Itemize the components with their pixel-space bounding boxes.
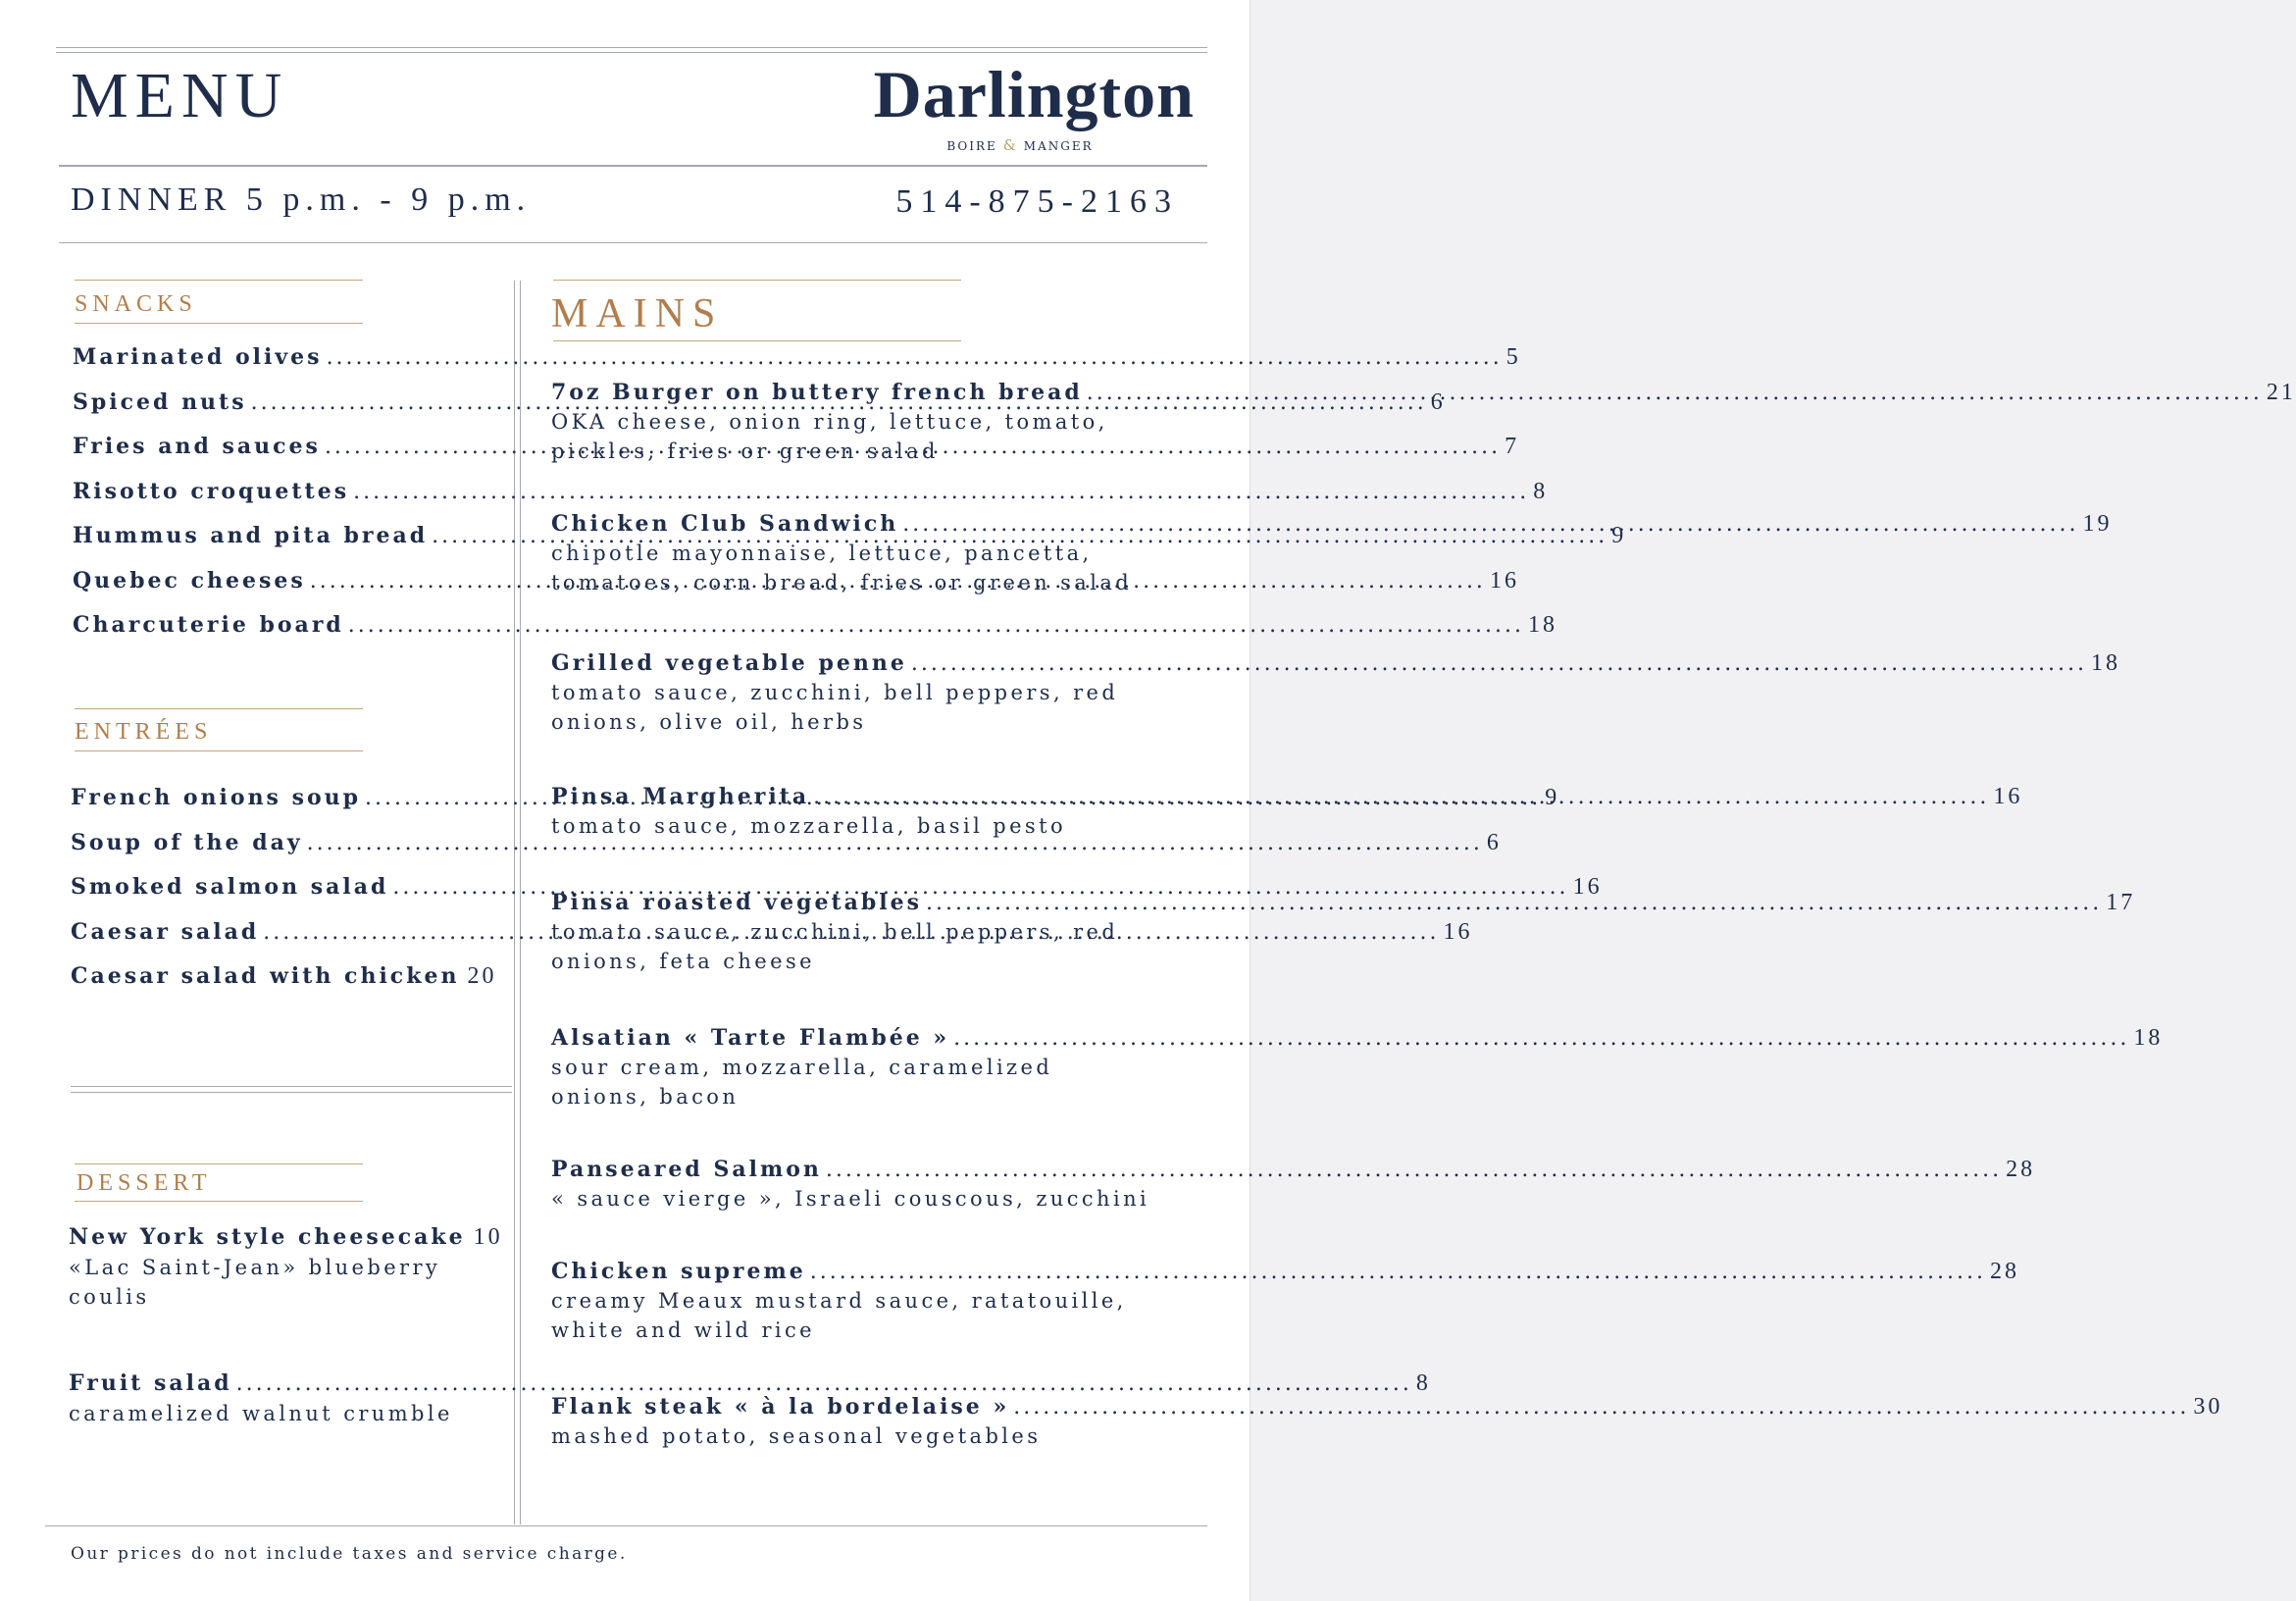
item-price: 18: [2133, 1025, 2164, 1051]
dessert-title: DESSERT: [77, 1170, 212, 1196]
item-name: Chicken Club Sandwich: [551, 511, 899, 537]
item-name: New York style cheesecake: [69, 1224, 466, 1250]
leader-dots: [902, 511, 2078, 539]
item-description: OKA cheese, onion ring, lettuce, tomato,: [551, 410, 1108, 434]
menu-title: MENU: [71, 60, 289, 131]
menu-item: [73, 478, 1549, 506]
item-description: white and wild rice: [551, 1318, 815, 1342]
item-price: 10: [473, 1224, 503, 1250]
item-name: Caesar salad: [71, 919, 260, 945]
item-price: 9: [1545, 785, 1560, 810]
item-description: onions, feta cheese: [551, 950, 815, 973]
menu-item: [71, 873, 1603, 902]
menu-item: [551, 1024, 2164, 1053]
item-name: Fries and sauces: [73, 434, 321, 459]
item-price: 28: [1989, 1259, 2019, 1284]
snacks-rule-bottom: [75, 323, 363, 324]
item-price: 18: [1527, 612, 1557, 638]
item-name: Risotto croquettes: [73, 479, 350, 504]
menu-item: [551, 1258, 2019, 1286]
leader-dots: [810, 1259, 1986, 1286]
item-price: 16: [1572, 874, 1603, 900]
dessert-rule-top: [75, 1163, 363, 1164]
item-price: 7: [1505, 434, 1520, 459]
item-description: chipotle mayonnaise, lettuce, pancetta,: [551, 542, 1093, 565]
snacks-rule-top: [75, 280, 363, 281]
menu-item: [73, 611, 1557, 640]
leader-dots: [926, 890, 2102, 917]
item-price: 6: [1430, 389, 1446, 415]
item-description: pickles, fries or green salad: [551, 439, 939, 463]
top-double-rule-second: [56, 52, 1207, 53]
menu-item: [69, 1369, 1431, 1398]
item-name: Charcuterie board: [73, 612, 344, 638]
item-price: 16: [1993, 784, 2023, 809]
item-price: 20: [467, 963, 497, 989]
mains-rule-bottom: [553, 340, 961, 341]
entrees-title: ENTRÉES: [75, 719, 213, 745]
brand-tagline-ampersand: &: [1002, 136, 1018, 154]
brand-tagline-left: BOIRE: [946, 139, 997, 153]
item-name: Quebec cheeses: [73, 568, 306, 594]
snacks-title: SNACKS: [75, 291, 197, 317]
item-name: Flank steak « à la bordelaise »: [551, 1394, 1010, 1420]
left-column-double-rule-second: [71, 1092, 512, 1093]
menu-item: [551, 1156, 2036, 1184]
leader-dots: [348, 612, 1524, 640]
footer-divider: [45, 1525, 1207, 1526]
item-description: caramelized walnut crumble: [69, 1402, 453, 1425]
item-price: 16: [1443, 919, 1473, 945]
item-price: 21: [2266, 380, 2296, 405]
item-description: onions, bacon: [551, 1085, 740, 1109]
menu-item: [551, 379, 2296, 407]
column-divider-right: [520, 281, 521, 1524]
leader-dots: [826, 1157, 2002, 1184]
item-name: Caesar salad with chicken: [71, 963, 460, 989]
item-name: 7oz Burger on buttery french bread: [551, 380, 1083, 405]
leader-dots: [911, 650, 2087, 678]
menu-item: [73, 343, 1521, 372]
brand-name: Darlington: [873, 57, 1195, 131]
item-name: Spiced nuts: [73, 389, 247, 415]
footer-note: Our prices do not include taxes and service charge.: [71, 1544, 628, 1564]
item-price: 16: [1489, 568, 1519, 594]
item-description: « sauce vierge », Israeli couscous, zucchini: [551, 1187, 1150, 1211]
item-description: coulis: [69, 1285, 150, 1309]
item-description: «Lac Saint-Jean» blueberry: [69, 1256, 441, 1279]
item-description: tomatoes, corn bread, fries or green salad: [551, 571, 1133, 594]
item-name: Hummus and pita bread: [73, 523, 429, 548]
menu-item: [71, 829, 1502, 857]
item-name: Grilled vegetable penne: [551, 650, 907, 676]
dessert-rule-bottom: [75, 1201, 363, 1202]
item-name: Chicken supreme: [551, 1259, 806, 1284]
item-price: 18: [2091, 650, 2121, 676]
menu-item: [551, 1393, 2223, 1421]
mains-rule-top: [553, 280, 961, 281]
item-description: onions, olive oil, herbs: [551, 710, 867, 734]
item-price: 28: [2006, 1157, 2036, 1182]
item-price: 17: [2106, 890, 2136, 915]
item-name: Marinated olives: [73, 344, 323, 370]
menu-item: [551, 510, 2113, 539]
entrees-rule-bottom: [75, 750, 363, 751]
dinner-hours: DINNER 5 p.m. - 9 p.m.: [71, 181, 532, 218]
menu-item: [69, 1223, 503, 1252]
entrees-rule-top: [75, 708, 363, 709]
subheader-divider: [59, 242, 1207, 243]
item-name: Pinsa Margherita: [551, 784, 810, 809]
menu-item: [551, 889, 2136, 917]
brand-tagline: [946, 136, 1094, 154]
item-name: Soup of the day: [71, 830, 303, 855]
menu-item: [551, 783, 2023, 811]
leader-dots: [953, 1025, 2129, 1053]
left-column-double-rule: [71, 1086, 512, 1087]
item-price: 9: [1611, 523, 1627, 548]
item-name: Alsatian « Tarte Flambée »: [551, 1025, 950, 1051]
header-divider: [59, 165, 1207, 167]
item-price: 8: [1533, 479, 1549, 504]
menu-item: [551, 649, 2121, 678]
leader-dots: [353, 479, 1529, 506]
item-price: 5: [1505, 344, 1521, 370]
phone-number: 514-875-2163: [895, 183, 1179, 220]
item-name: Panseared Salmon: [551, 1157, 822, 1182]
item-price: 6: [1486, 830, 1502, 855]
item-description: mashed potato, seasonal vegetables: [551, 1424, 1042, 1448]
leader-dots: [813, 784, 1989, 811]
item-price: 19: [2082, 511, 2113, 537]
item-name: Pinsa roasted vegetables: [551, 890, 923, 915]
item-description: sour cream, mozzarella, caramelized: [551, 1056, 1053, 1079]
leader-dots: [1087, 380, 2263, 407]
item-name: French onions soup: [71, 785, 362, 810]
item-description: tomato sauce, zucchini, bell peppers, red: [551, 920, 1119, 944]
column-divider-left: [514, 281, 515, 1524]
item-name: Smoked salmon salad: [71, 874, 389, 900]
item-description: tomato sauce, zucchini, bell peppers, red: [551, 681, 1119, 704]
item-description: creamy Meaux mustard sauce, ratatouille,: [551, 1289, 1127, 1313]
item-name: Fruit salad: [69, 1370, 232, 1396]
leader-dots: [1013, 1394, 2189, 1421]
menu-item: [71, 962, 497, 991]
item-price: 8: [1415, 1370, 1431, 1396]
item-price: 30: [2193, 1394, 2223, 1420]
leader-dots: [327, 344, 1503, 372]
brand-tagline-right: MANGER: [1023, 139, 1094, 153]
mains-title: MAINS: [551, 291, 724, 336]
top-double-rule: [56, 47, 1207, 48]
item-description: tomato sauce, mozzarella, basil pesto: [551, 814, 1066, 838]
